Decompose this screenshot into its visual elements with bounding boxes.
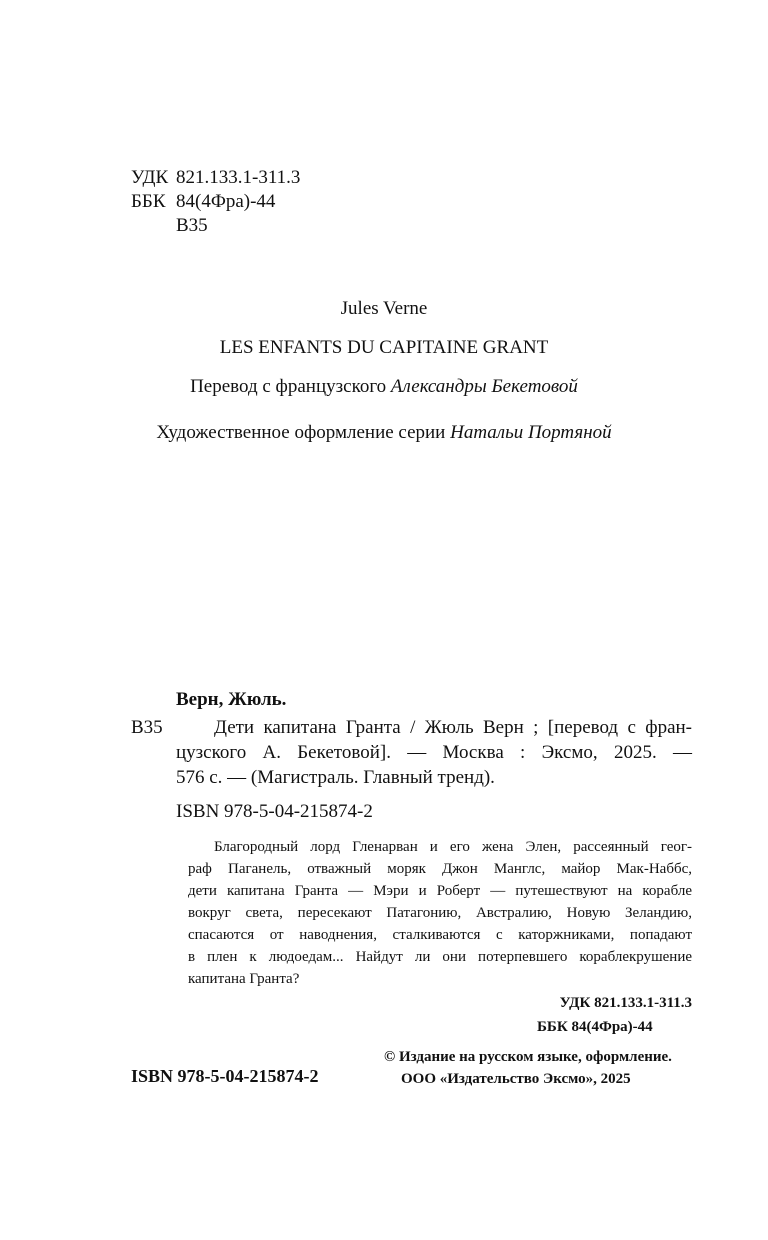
catalog-author-mark: В35 — [131, 717, 163, 738]
translator-name: Александры Бекетовой — [390, 376, 578, 397]
bbk-value: 84(4Фра)-44 — [176, 191, 276, 212]
copyright-line-2: ООО «Издательство Эксмо», 2025 — [401, 1071, 631, 1087]
copyright-line-1: © Издание на русском языке, оформление. — [384, 1049, 672, 1065]
original-title: LES ENFANTS DU CAPITAINE GRANT — [219, 337, 549, 358]
bib-line-1: Дети капитана Гранта / Жюль Верн ; [перевод с фран- — [214, 717, 692, 738]
catalog-udk: УДК 821.133.1-311.3 — [559, 995, 692, 1011]
bbk-label: ББК — [131, 191, 166, 212]
description-line: спасаются от наводнения, сталкиваются с каторжниками, попадают — [188, 927, 692, 943]
description-line: Благородный лорд Гленарван и его жена Элен, рассеянный геог- — [214, 839, 692, 855]
description-line: в плен к людоедам... Найдут ли они потерпевшего кораблекрушение — [188, 949, 692, 965]
author-mark: В35 — [176, 215, 208, 236]
bib-line-2: цузского А. Бекетовой]. — Москва : Эксмо, 2025. — — [176, 742, 692, 763]
catalog-bbk: ББК 84(4Фра)-44 — [537, 1019, 653, 1035]
design-prefix: Художественное оформление серии — [156, 422, 446, 443]
translation-credit — [0, 376, 768, 398]
udk-label: УДК — [131, 167, 169, 188]
translation-prefix: Перевод с французского — [190, 376, 387, 397]
udk-value: 821.133.1-311.3 — [176, 167, 301, 188]
catalog-isbn: ISBN 978-5-04-215874-2 — [176, 801, 373, 822]
description-line: капитана Гранта? — [188, 971, 300, 987]
original-author: Jules Verne — [340, 298, 428, 319]
bib-line-3: 576 с. — (Магистраль. Главный тренд). — [176, 767, 495, 788]
description-line: раф Паганель, отважный моряк Джон Манглс, майор Мак-Наббс, — [188, 861, 692, 877]
footer-isbn: ISBN 978-5-04-215874-2 — [131, 1066, 319, 1086]
description-line: вокруг света, пересекают Патагонию, Австралию, Новую Зеландию, — [188, 905, 692, 921]
catalog-author-heading: Верн, Жюль. — [176, 689, 287, 710]
design-credit — [0, 422, 768, 444]
designer-name: Натальи Портяной — [450, 422, 612, 443]
description-line: дети капитана Гранта — Мэри и Роберт — путешествуют на корабле — [188, 883, 692, 899]
